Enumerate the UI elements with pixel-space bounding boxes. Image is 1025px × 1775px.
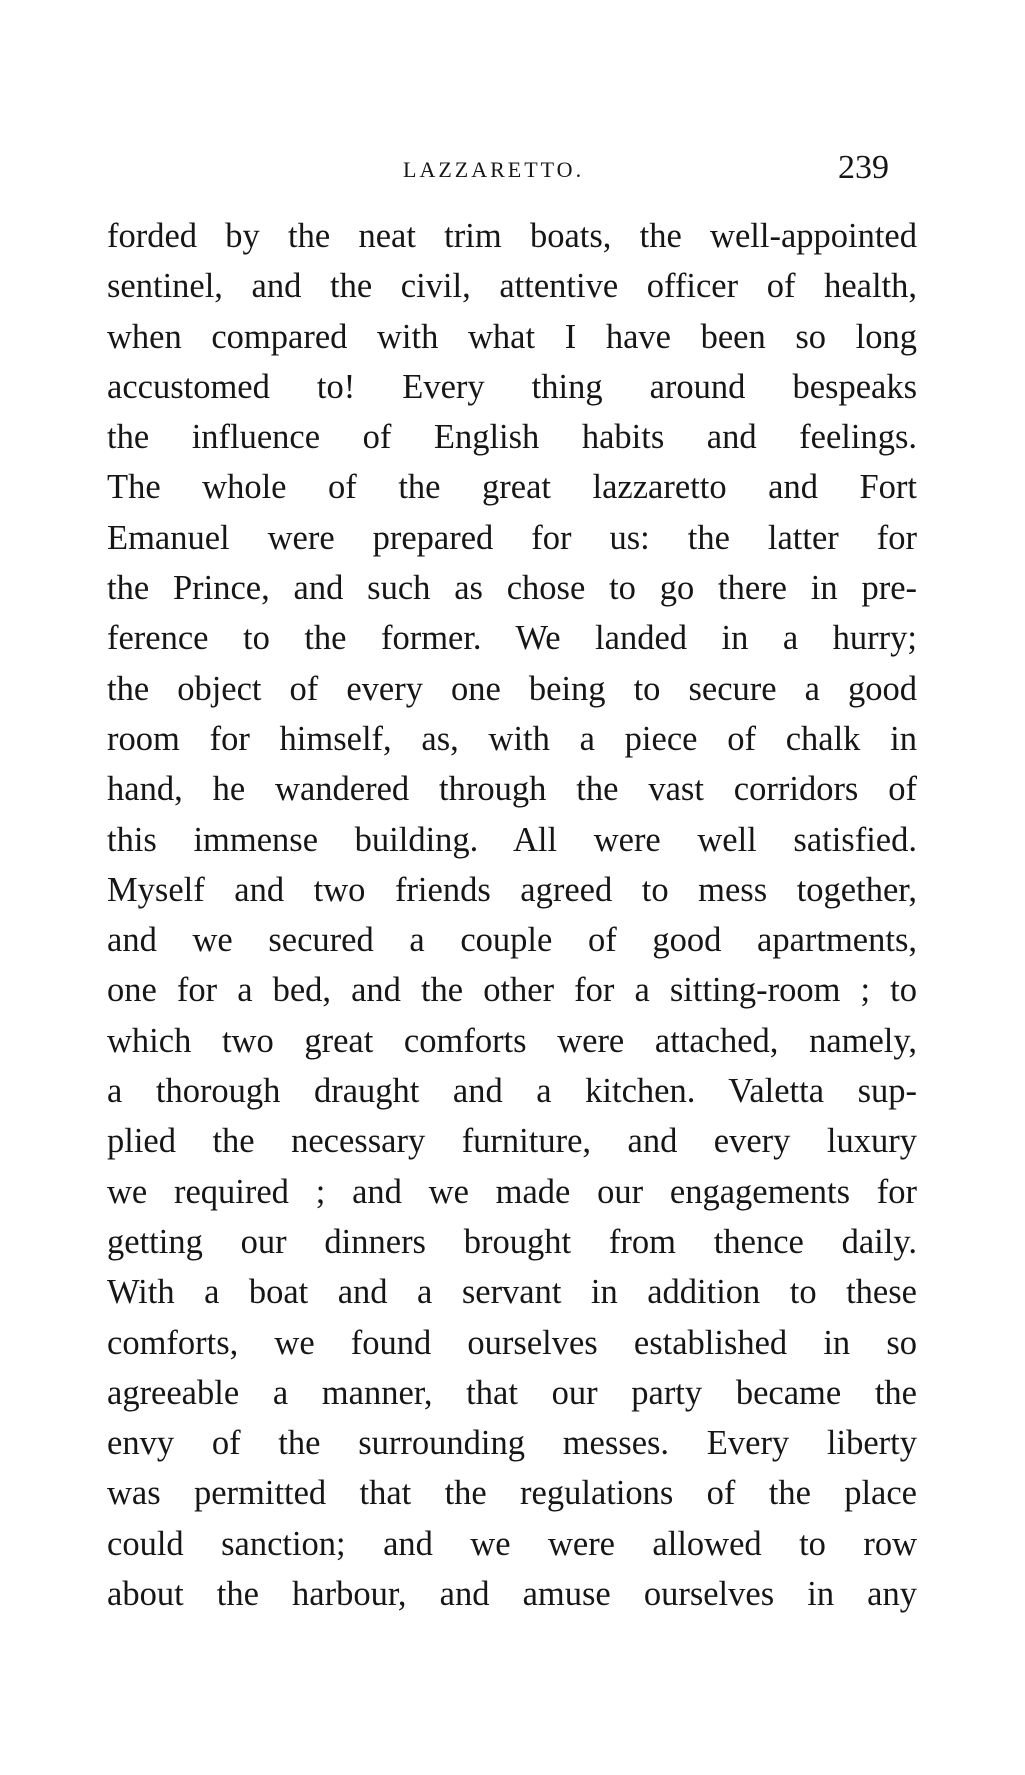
text-line: and we secured a couple of good apartments, — [107, 921, 917, 960]
text-line: the Prince, and such as chose to go there in pre- — [107, 569, 917, 608]
text-line: agreeable a manner, that our party became the — [107, 1373, 917, 1412]
text-line: Myself and two friends agreed to mess together, — [107, 870, 917, 909]
text-line: was permitted that the regulations of the place — [107, 1474, 917, 1513]
text-line: this immense building. All were well satisfied. — [107, 820, 917, 859]
page-number: 239 — [838, 149, 889, 186]
text-line: getting our dinners brought from thence daily. — [107, 1222, 917, 1261]
text-line: which two great comforts were attached, namely, — [107, 1021, 917, 1060]
text-line: hand, he wandered through the vast corridors of — [107, 770, 917, 809]
text-line: a thorough draught and a kitchen. Valetta sup- — [107, 1072, 917, 1111]
text-line: comforts, we found ourselves established in so — [107, 1323, 917, 1362]
running-title: LAZZARETTO. — [403, 157, 585, 182]
body-text — [107, 211, 917, 1619]
text-line: envy of the surrounding messes. Every liberty — [107, 1424, 917, 1463]
text-line: With a boat and a servant in addition to these — [107, 1273, 917, 1312]
text-line: could sanction; and we were allowed to row — [107, 1524, 917, 1563]
text-line: Emanuel were prepared for us: the latter for — [107, 518, 917, 557]
text-line: sentinel, and the civil, attentive officer of health, — [107, 267, 917, 306]
text-line: The whole of the great lazzaretto and Fort — [107, 468, 917, 507]
text-line: ference to the former. We landed in a hurry; — [107, 619, 917, 658]
text-line: the object of every one being to secure a good — [107, 669, 917, 708]
text-line: accustomed to! Every thing around bespeaks — [107, 367, 917, 406]
text-line: one for a bed, and the other for a sitting-room ; to — [107, 971, 917, 1010]
text-line: forded by the neat trim boats, the well-appointed — [107, 217, 917, 255]
text-line: the influence of English habits and feelings. — [107, 418, 917, 457]
text-line: about the harbour, and amuse ourselves in any — [107, 1575, 917, 1614]
running-head — [0, 150, 1025, 190]
text-line: room for himself, as, with a piece of chalk in — [107, 719, 917, 758]
text-line: we required ; and we made our engagements for — [107, 1172, 917, 1211]
text-line: when compared with what I have been so long — [107, 317, 917, 356]
text-line: plied the necessary furniture, and every luxury — [107, 1122, 917, 1161]
